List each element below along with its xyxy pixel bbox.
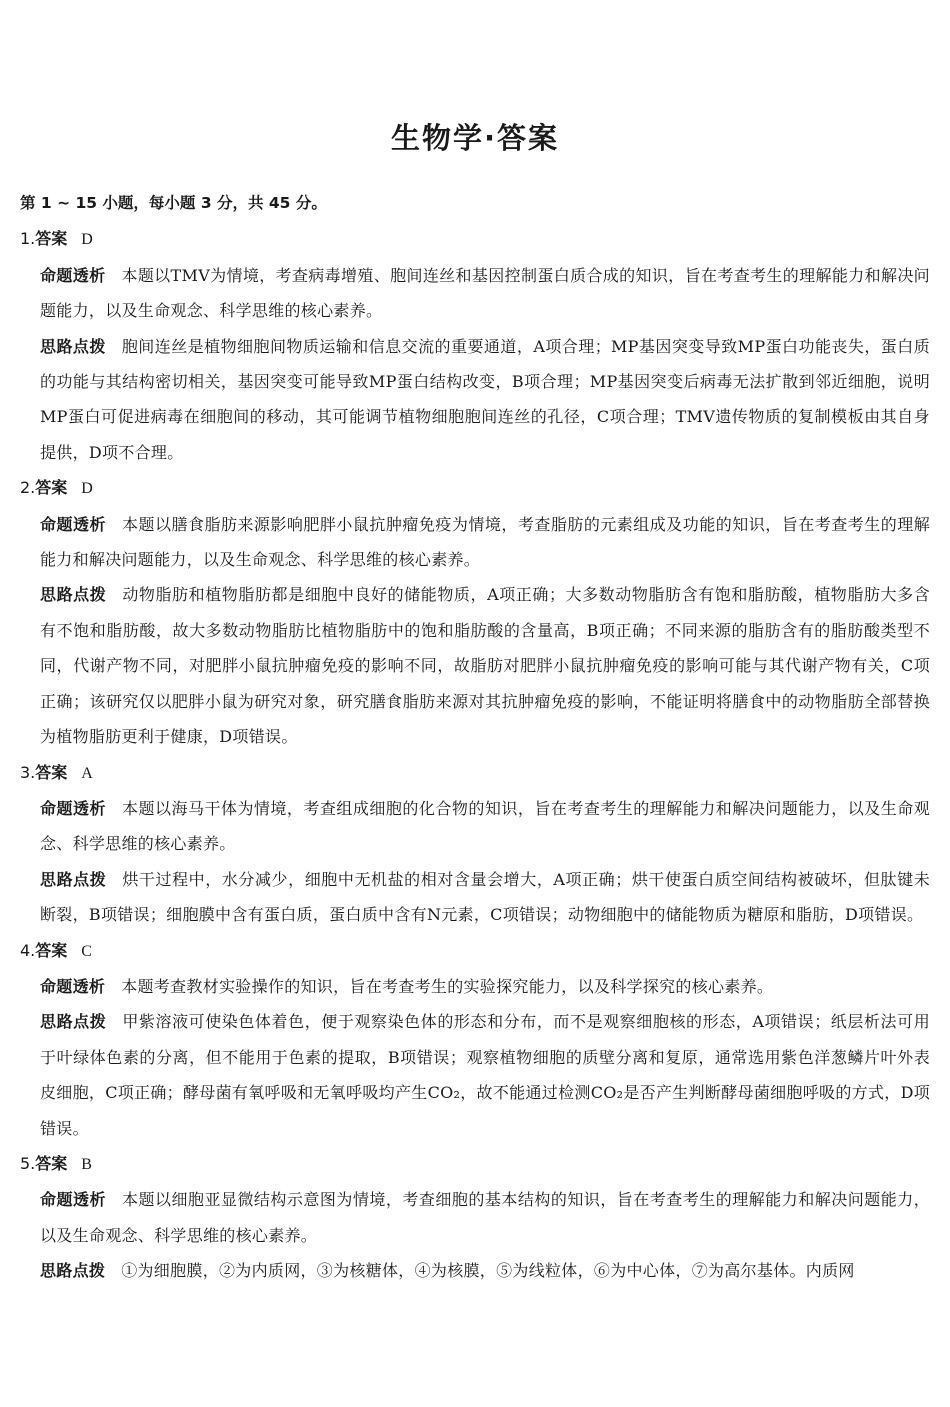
answer-line: [20, 755, 930, 791]
answer-label: 答案: [35, 478, 68, 498]
question-number: 5.: [20, 1153, 36, 1173]
answer-value: A: [81, 764, 93, 782]
hint-text: 胞间连丝是植物细胞间物质运输和信息交流的重要通道，A项合理；MP基因突变导致MP蛋白功能丧失，蛋白质的功能与其结构密切相关，基因突变可能导致MP蛋白结构改变，B项合理；MP基因突变后病毒无法扩散到邻近细胞，说明MP蛋白可促进病毒在细胞间的移动，其可能调节植物细胞胞间连丝的孔径，C项合理；TMV遗传物质的复制模板由其自身提供，D项不合理。: [40, 336, 930, 462]
hint-text: 烘干过程中，水分减少，细胞中无机盐的相对含量会增大，A项正确；烘干使蛋白质空间结构被破坏，但肽键未断裂，B项错误；细胞膜中含有蛋白质，蛋白质中含有N元素，C项错误；动物细胞中的储能物质为糖原和脂肪，D项错误。: [40, 869, 930, 925]
hint-paragraph: [40, 1253, 930, 1288]
analysis-text: 本题以海马干体为情境，考查组成细胞的化合物的知识，旨在考查考生的理解能力和解决问题能力，以及生命观念、科学思维的核心素养。: [40, 798, 931, 854]
analysis-label: 命题透析: [40, 798, 106, 818]
hint-paragraph: [40, 1004, 930, 1146]
hint-label: 思路点拨: [40, 869, 107, 889]
hint-label: 思路点拨: [40, 336, 106, 356]
question-number: 3.: [20, 762, 36, 782]
analysis-label: 命题透析: [40, 265, 106, 285]
analysis-text: 本题以TMV为情境，考查病毒增殖、胞间连丝和基因控制蛋白质合成的知识，旨在考查考生的理解能力和解决问题能力，以及生命观念、科学思维的核心素养。: [40, 265, 930, 321]
answer-line: [20, 470, 930, 506]
hint-text: 甲紫溶液可使染色体着色，便于观察染色体的形态和分布，而不是观察细胞核的形态，A项错误；纸层析法可用于叶绿体色素的分离，但不能用于色素的提取，B项错误；观察植物细胞的质壁分离和复原，通常选用紫色洋葱鳞片叶外表皮细胞，C项正确；酵母菌有氧呼吸和无氧呼吸均产生CO₂，故不能通过检测CO₂是否产生判断酵母菌细胞呼吸的方式，D项错误。: [40, 1012, 930, 1138]
question-4: [20, 933, 930, 1146]
section-intro: 第 1 ~ 15 小题，每小题 3 分，共 45 分。: [20, 194, 327, 212]
analysis-paragraph: [40, 1182, 930, 1253]
question-number: 4.: [20, 940, 36, 960]
answer-content: [20, 186, 930, 1289]
page-title: 生物学·答案: [390, 121, 560, 155]
analysis-paragraph: [40, 507, 930, 578]
hint-paragraph: [40, 329, 930, 471]
answer-value: D: [81, 231, 93, 249]
hint-text: ①为细胞膜，②为内质网，③为核糖体，④为核膜，⑤为线粒体，⑥为中心体，⑦为高尔基体。内质网: [121, 1261, 855, 1281]
analysis-paragraph: [40, 791, 930, 862]
analysis-label: 命题透析: [40, 976, 106, 996]
question-5: [20, 1146, 930, 1289]
hint-label: 思路点拨: [40, 1012, 107, 1032]
analysis-paragraph: [40, 969, 930, 1004]
answer-label: 答案: [35, 940, 68, 960]
question-number: 1.: [20, 229, 36, 249]
answer-label: 答案: [35, 762, 68, 782]
analysis-text: 本题以细胞亚显微结构示意图为情境，考查细胞的基本结构的知识，旨在考查考生的理解能力和解决问题能力，以及生命观念、科学思维的核心素养。: [40, 1190, 931, 1245]
hint-text: 动物脂肪和植物脂肪都是细胞中良好的储能物质，A项正确；大多数动物脂肪含有饱和脂肪酸，植物脂肪大多含有不饱和脂肪酸，故大多数动物脂肪比植物脂肪中的饱和脂肪酸的含量高，B项正确；不同来源的脂肪含有的脂肪酸类型不同，代谢产物不同，对肥胖小鼠抗肿瘤免疫的影响不同，故脂肪对肥胖小鼠抗肿瘤免疫的影响可能与其代谢产物有关，C项正确；该研究仅以肥胖小鼠为研究对象，研究膳食脂肪来源对其抗肿瘤免疫的影响，不能证明将膳食中的动物脂肪全部替换为植物脂肪更利于健康，D项错误。: [40, 585, 930, 747]
hint-label: 思路点拨: [40, 1261, 106, 1281]
answer-line: [20, 933, 930, 969]
question-3: [20, 755, 930, 933]
answer-value: B: [81, 1155, 92, 1173]
question-number: 2.: [20, 478, 36, 498]
hint-label: 思路点拨: [40, 585, 107, 605]
answer-value: D: [81, 480, 93, 498]
answer-label: 答案: [35, 1153, 68, 1173]
answer-line: [20, 1146, 930, 1182]
answer-value: C: [81, 942, 92, 960]
analysis-text: 本题以膳食脂肪来源影响肥胖小鼠抗肿瘤免疫为情境，考查脂肪的元素组成及功能的知识，旨在考查考生的理解能力和解决问题能力，以及生命观念、科学思维的核心素养。: [40, 514, 931, 570]
hint-paragraph: [40, 577, 930, 754]
hint-paragraph: [40, 862, 930, 933]
analysis-text: 本题考查教材实验操作的知识，旨在考查考生的实验探究能力，以及科学探究的核心素养。: [121, 976, 774, 996]
analysis-paragraph: [40, 258, 930, 329]
question-2: [20, 470, 930, 754]
question-1: [20, 221, 930, 470]
analysis-label: 命题透析: [40, 1190, 106, 1210]
answer-label: 答案: [35, 229, 68, 249]
analysis-label: 命题透析: [40, 514, 106, 534]
answer-line: [20, 221, 930, 257]
